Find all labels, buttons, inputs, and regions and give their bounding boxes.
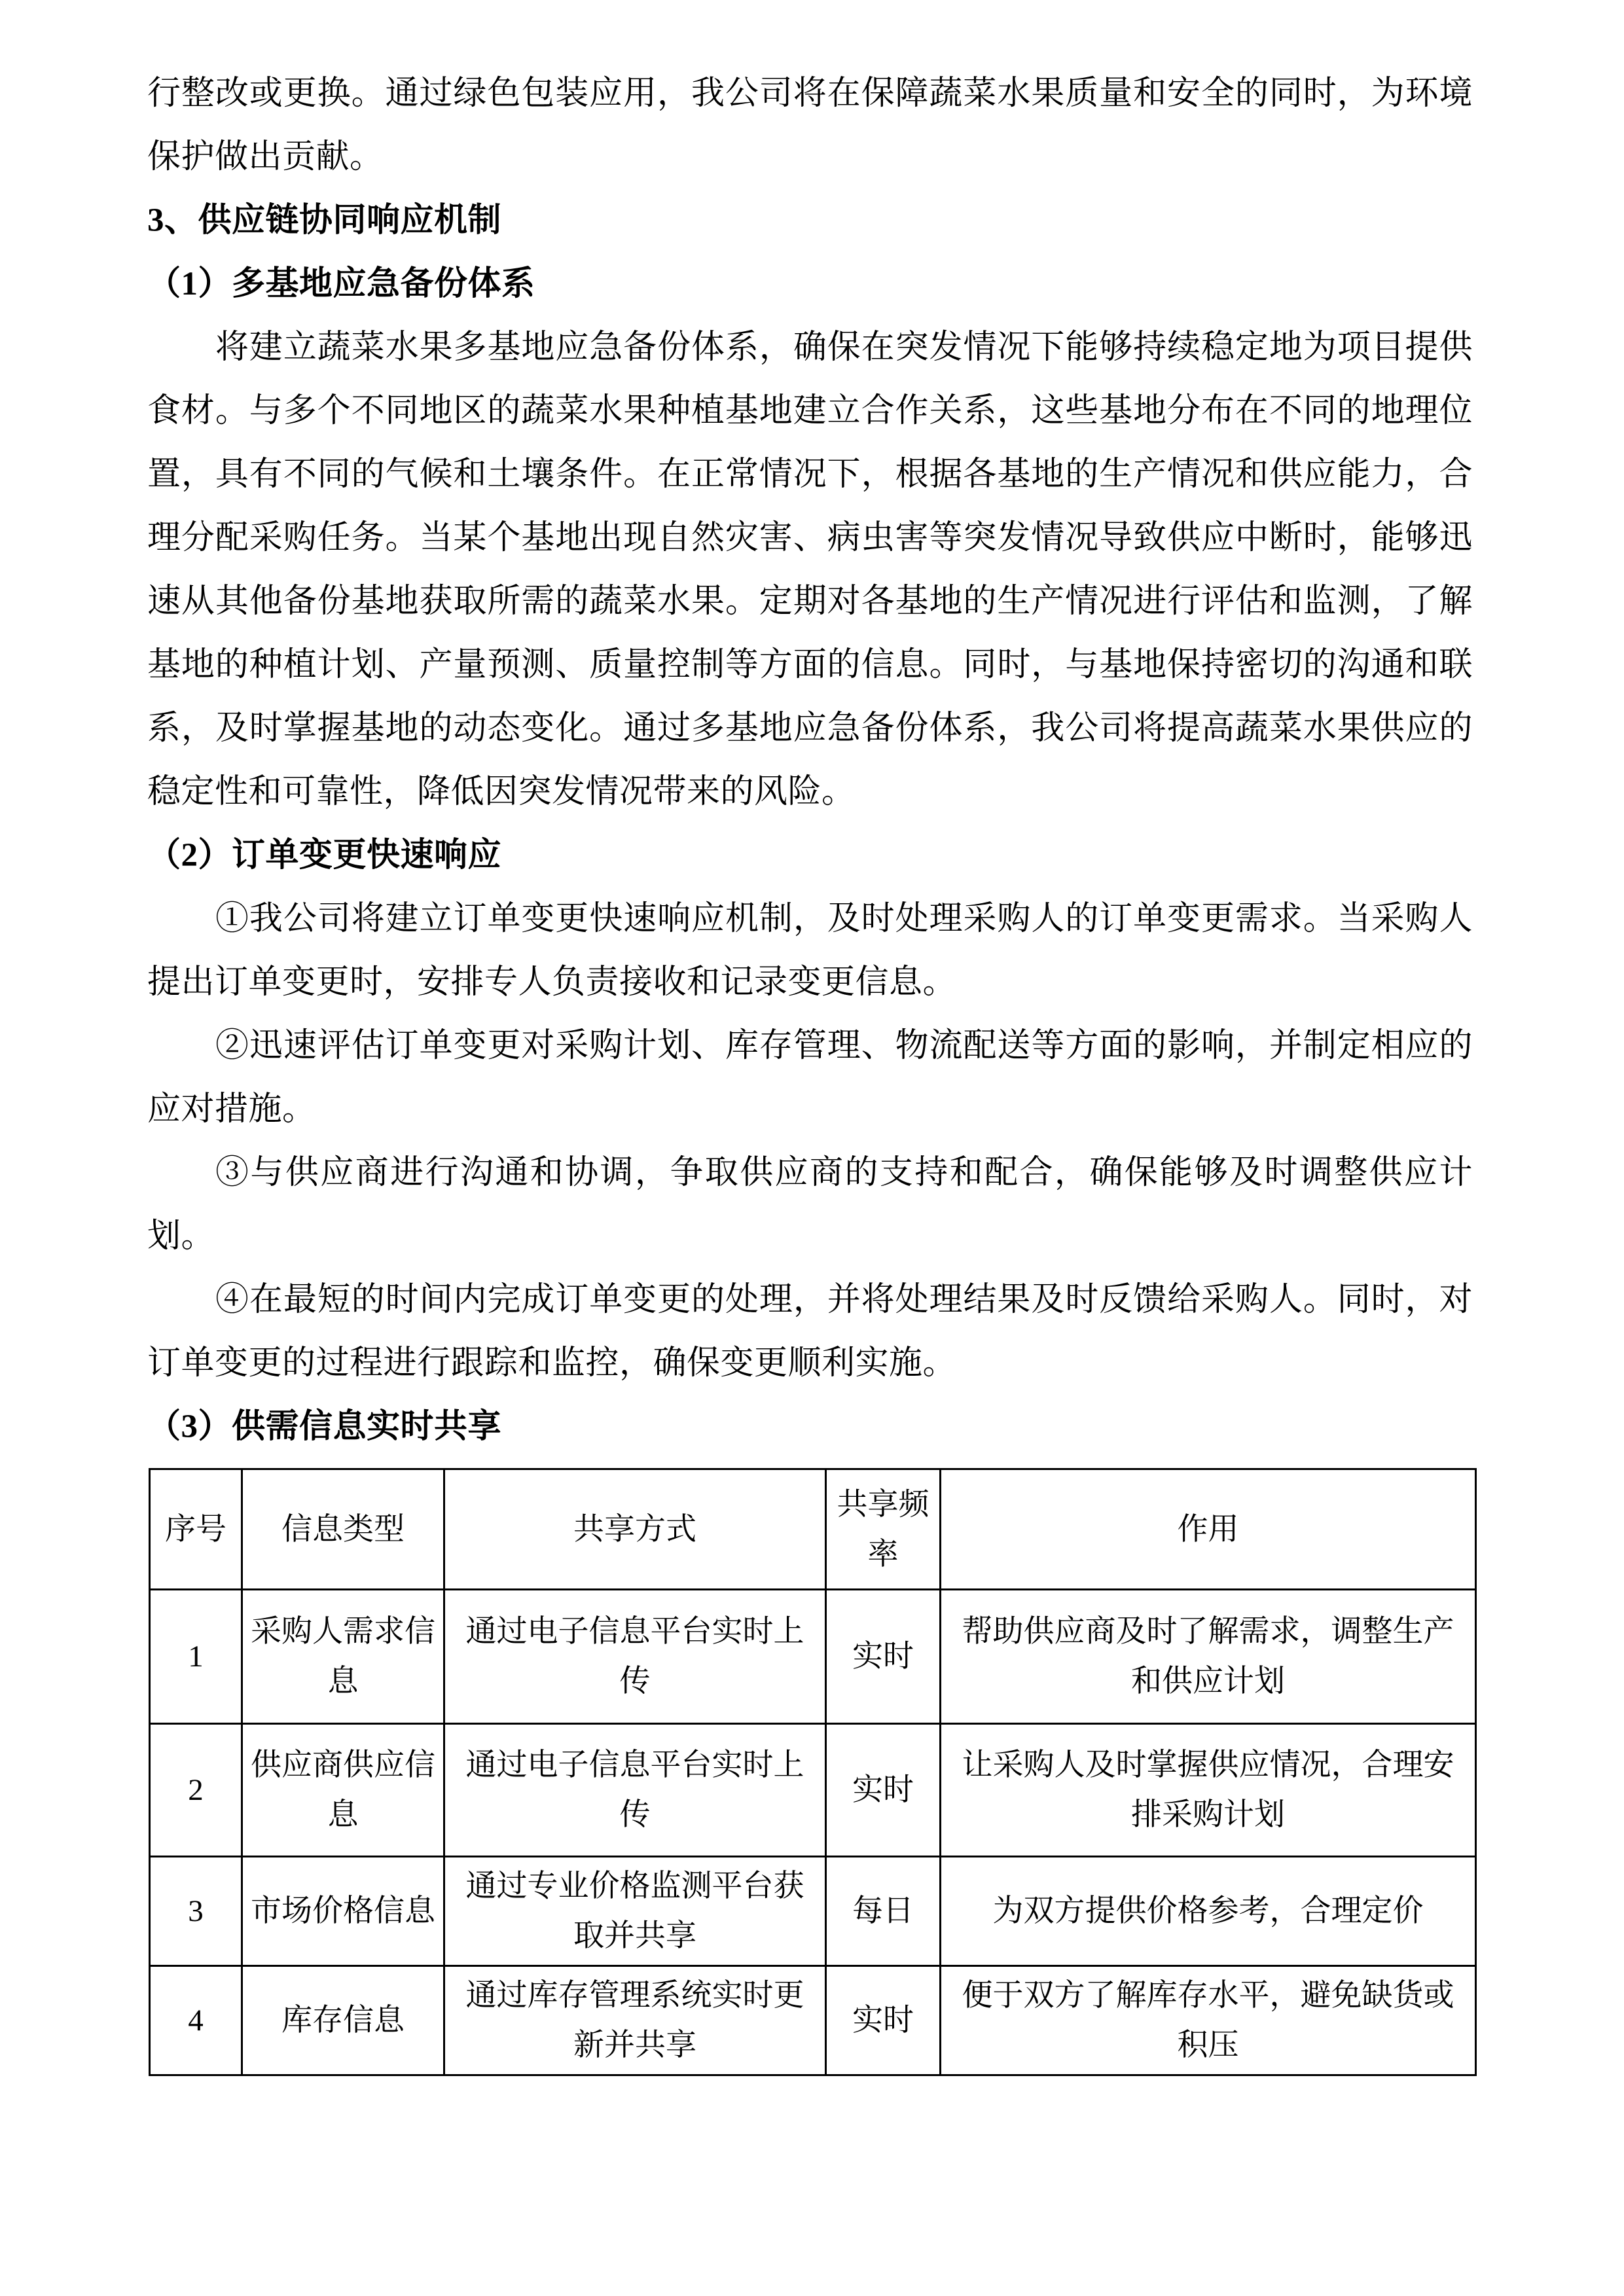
subsection-2-item-2: ②迅速评估订单变更对采购计划、库存管理、物流配送等方面的影响，并制定相应的应对措施。 <box>147 1028 1473 1128</box>
table-row <box>150 1724 1476 1857</box>
table-cell-value: 4 <box>188 2003 204 2037</box>
table-cell-value: 实时 <box>852 1773 914 1807</box>
table-cell-no <box>150 1857 242 1966</box>
table-cell-no <box>150 1724 242 1857</box>
table-header-cell-no <box>150 1469 242 1590</box>
table-cell-effect <box>941 1857 1476 1966</box>
table-cell-value: 实时 <box>852 1640 914 1674</box>
table-cell-value: 供应商供应信息 <box>251 1748 435 1832</box>
table-cell-frequency <box>826 1966 941 2075</box>
subsection-1-paragraph: 将建立蔬菜水果多基地应急备份体系，确保在突发情况下能够持续稳定地为项目提供食材。与多个不同地区的蔬菜水果种植基地建立合作关系，这些基地分布在不同的地理位置，具有不同的气候和土壤条件。在正常情况下，根据各基地的生产情况和供应能力，合理分配采购任务。当某个基地出现自然灾害、病虫害等突发情况导致供应中断时，能够迅速从其他备份基地获取所需的蔬菜水果。定期对各基地的生产情况进行评估和监测，了解基地的种植计划、产量预测、质量控制等方面的信息。同时，与基地保持密切的沟通和联系，及时掌握基地的动态变化。通过多基地应急备份体系，我公司将提高蔬菜水果供应的稳定性和可靠性，降低因突发情况带来的风险。 <box>147 329 1473 810</box>
table-cell-value: 市场价格信息 <box>251 1894 435 1928</box>
information-sharing-table-wrapper <box>147 1468 1473 2076</box>
table-header-label: 作用 <box>1177 1512 1239 1547</box>
table-header-label: 共享方式 <box>573 1512 696 1547</box>
table-header-label: 共享频率 <box>837 1487 929 1571</box>
table-cell-value: 采购人需求信息 <box>251 1615 435 1698</box>
table-cell-value: 库存信息 <box>281 2003 405 2037</box>
table-cell-effect <box>941 1966 1476 2075</box>
section-heading-3: 3、供应链协同响应机制 <box>147 202 502 239</box>
table-cell-value: 3 <box>188 1894 204 1928</box>
table-cell-method <box>444 1857 826 1966</box>
information-sharing-table <box>149 1468 1477 2076</box>
continued-paragraph: 行整改或更换。通过绿色包装应用，我公司将在保障蔬菜水果质量和安全的同时，为环境保护做出贡献。 <box>147 75 1473 175</box>
table-cell-value: 为双方提供价格参考，合理定价 <box>992 1894 1424 1928</box>
table-cell-value: 便于双方了解库存水平，避免缺货或积压 <box>962 1979 1454 2062</box>
table-header-label: 序号 <box>165 1512 226 1547</box>
table-cell-effect <box>941 1724 1476 1857</box>
table-header-row <box>150 1469 1476 1590</box>
table-cell-value: 让采购人及时掌握供应情况，合理安排采购计划 <box>962 1748 1454 1832</box>
table-cell-frequency <box>826 1857 941 1966</box>
subsection-heading-2: （2）订单变更快速响应 <box>147 837 502 874</box>
subsection-2-item-1: ①我公司将建立订单变更快速响应机制，及时处理采购人的订单变更需求。当采购人提出订单变更时，安排专人负责接收和记录变更信息。 <box>147 901 1473 1001</box>
table-cell-frequency <box>826 1724 941 1857</box>
table-cell-method <box>444 1590 826 1724</box>
table-cell-type <box>242 1857 444 1966</box>
table-cell-value: 1 <box>188 1640 204 1674</box>
table-header-label: 信息类型 <box>281 1512 405 1547</box>
table-cell-value: 每日 <box>852 1894 914 1928</box>
table-header-cell-method <box>444 1469 826 1590</box>
table-cell-no <box>150 1590 242 1724</box>
table-cell-method <box>444 1966 826 2075</box>
table-row <box>150 1857 1476 1966</box>
table-row <box>150 1966 1476 2075</box>
table-cell-no <box>150 1966 242 2075</box>
table-header-cell-effect <box>941 1469 1476 1590</box>
table-cell-type <box>242 1966 444 2075</box>
table-cell-value: 实时 <box>852 2003 914 2037</box>
table-cell-type <box>242 1590 444 1724</box>
table-cell-value: 帮助供应商及时了解需求，调整生产和供应计划 <box>962 1615 1454 1698</box>
table-cell-method <box>444 1724 826 1857</box>
table-header-cell-frequency <box>826 1469 941 1590</box>
table-cell-effect <box>941 1590 1476 1724</box>
subsection-2-item-3: ③与供应商进行沟通和协调，争取供应商的支持和配合，确保能够及时调整供应计划。 <box>147 1155 1473 1255</box>
table-row <box>150 1590 1476 1724</box>
subsection-2-item-4: ④在最短的时间内完成订单变更的处理，并将处理结果及时反馈给采购人。同时，对订单变更的过程进行跟踪和监控，确保变更顺利实施。 <box>147 1282 1473 1382</box>
table-cell-value: 通过库存管理系统实时更新并共享 <box>465 1979 804 2062</box>
table-cell-value: 2 <box>188 1773 204 1807</box>
table-header-cell-type <box>242 1469 444 1590</box>
subsection-heading-3: （3）供需信息实时共享 <box>147 1408 502 1445</box>
table-cell-type <box>242 1724 444 1857</box>
table-cell-value: 通过专业价格监测平台获取并共享 <box>465 1869 804 1953</box>
table-cell-value: 通过电子信息平台实时上传 <box>465 1748 804 1832</box>
table-cell-frequency <box>826 1590 941 1724</box>
subsection-heading-1: （1）多基地应急备份体系 <box>147 266 535 302</box>
table-cell-value: 通过电子信息平台实时上传 <box>465 1615 804 1698</box>
